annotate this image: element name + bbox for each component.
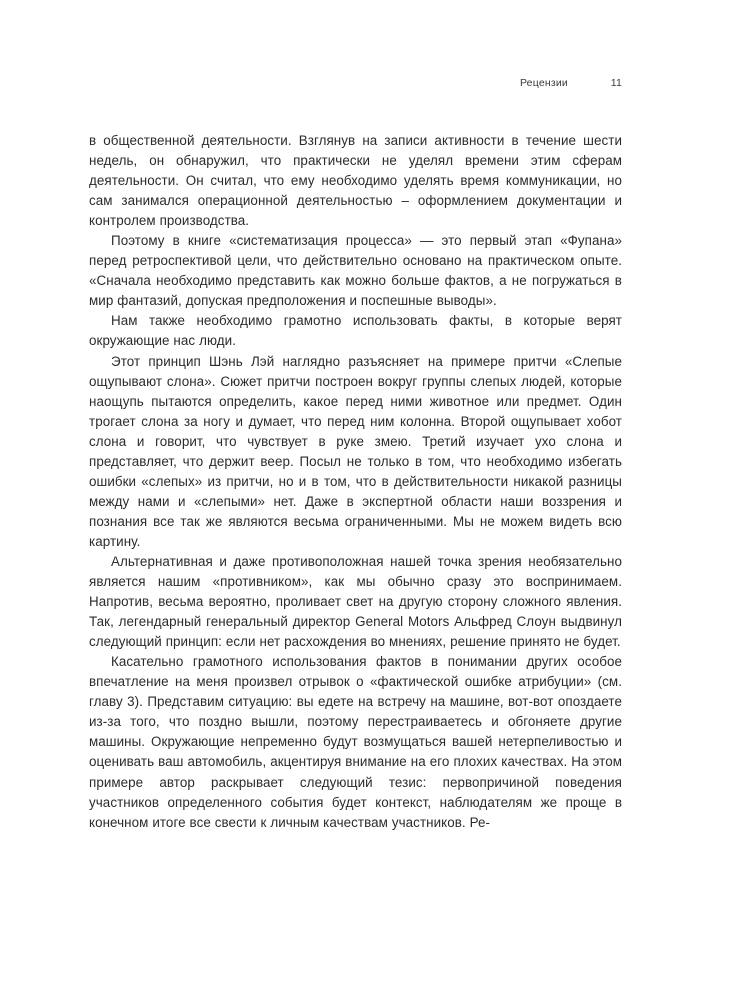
paragraph-3: Нам также необходимо грамотно использовать факты, в которые верят окружающие нас люди. (89, 313, 622, 349)
body-text-block (89, 131, 622, 833)
running-head (89, 76, 622, 92)
page-number: 11 (610, 77, 622, 89)
paragraph-2: Поэтому в книге «систематизация процесса» — это первый этап «Фупана» перед ретроспективой цели, что действительно основано на практическом опыте. «Сначала необходимо представить как можно больше фактов, а не погружаться в мир фантазий, допуская предположения и поспешные выводы». (89, 233, 622, 309)
paragraph-4: Этот принцип Шэнь Лэй наглядно разъясняет на примере притчи «Слепые ощупывают слона». Сюжет притчи построен вокруг группы слепых людей, которые наощупь пытаются определить, какое перед ними животное или предмет. Один трогает слона за ногу и думает, что перед ним колонна. Второй ощупывает хобот слона и говорит, что чувствует в руке змею. Третий изучает ухо слона и представляет, что держит веер. Посыл не только в том, что необходимо избегать ошибки «слепых» из притчи, но и в том, что в действительности никакой разницы между нами и «слепыми» нет. Даже в экспертной области наши воззрения и познания все так же являются весьма ограниченными. Мы не можем видеть всю картину. (89, 353, 622, 549)
paragraph-5: Альтернативная и даже противоположная нашей точка зрения необязательно является нашим «противником», как мы обычно сразу это воспринимаем. Напротив, весьма вероятно, проливает свет на другую сторону сложного явления. Так, легендарный генеральный директор General Motors Альфред Слоун выдвинул следующий принцип: если нет расхождения во мнениях, решение принято не будет. (89, 553, 622, 650)
paragraph-1: в общественной деятельности. Взглянув на записи активности в течение шести недель, он обнаружил, что практически не уделял времени этим сферам деятельности. Он считал, что ему необходимо уделять время коммуникации, но сам занимался операционной деятельностью – оформлением документации и контролем производства. (89, 133, 622, 229)
running-head-title: Рецензии (519, 77, 568, 89)
paragraph-6: Касательно грамотного использования фактов в понимании других особое впечатление на меня произвел отрывок о «фактической ошибке атрибуции» (см. главу 3). Представим ситуацию: вы едете на встречу на машине, вот-вот опоздаете из-за того, что поздно вышли, поэтому перестраиваетесь и обгоняете другие машины. Окружающие непременно будут возмущаться вашей нетерпеливостью и оценивать ваш автомобиль, акцентируя внимание на его плохих качествах. На этом примере автор раскрывает следующий тезис: первопричиной поведения участников определенного события будет контекст, наблюдателям же проще в конечном итоге все свести к личным качествам участников. Ре- (89, 654, 622, 830)
